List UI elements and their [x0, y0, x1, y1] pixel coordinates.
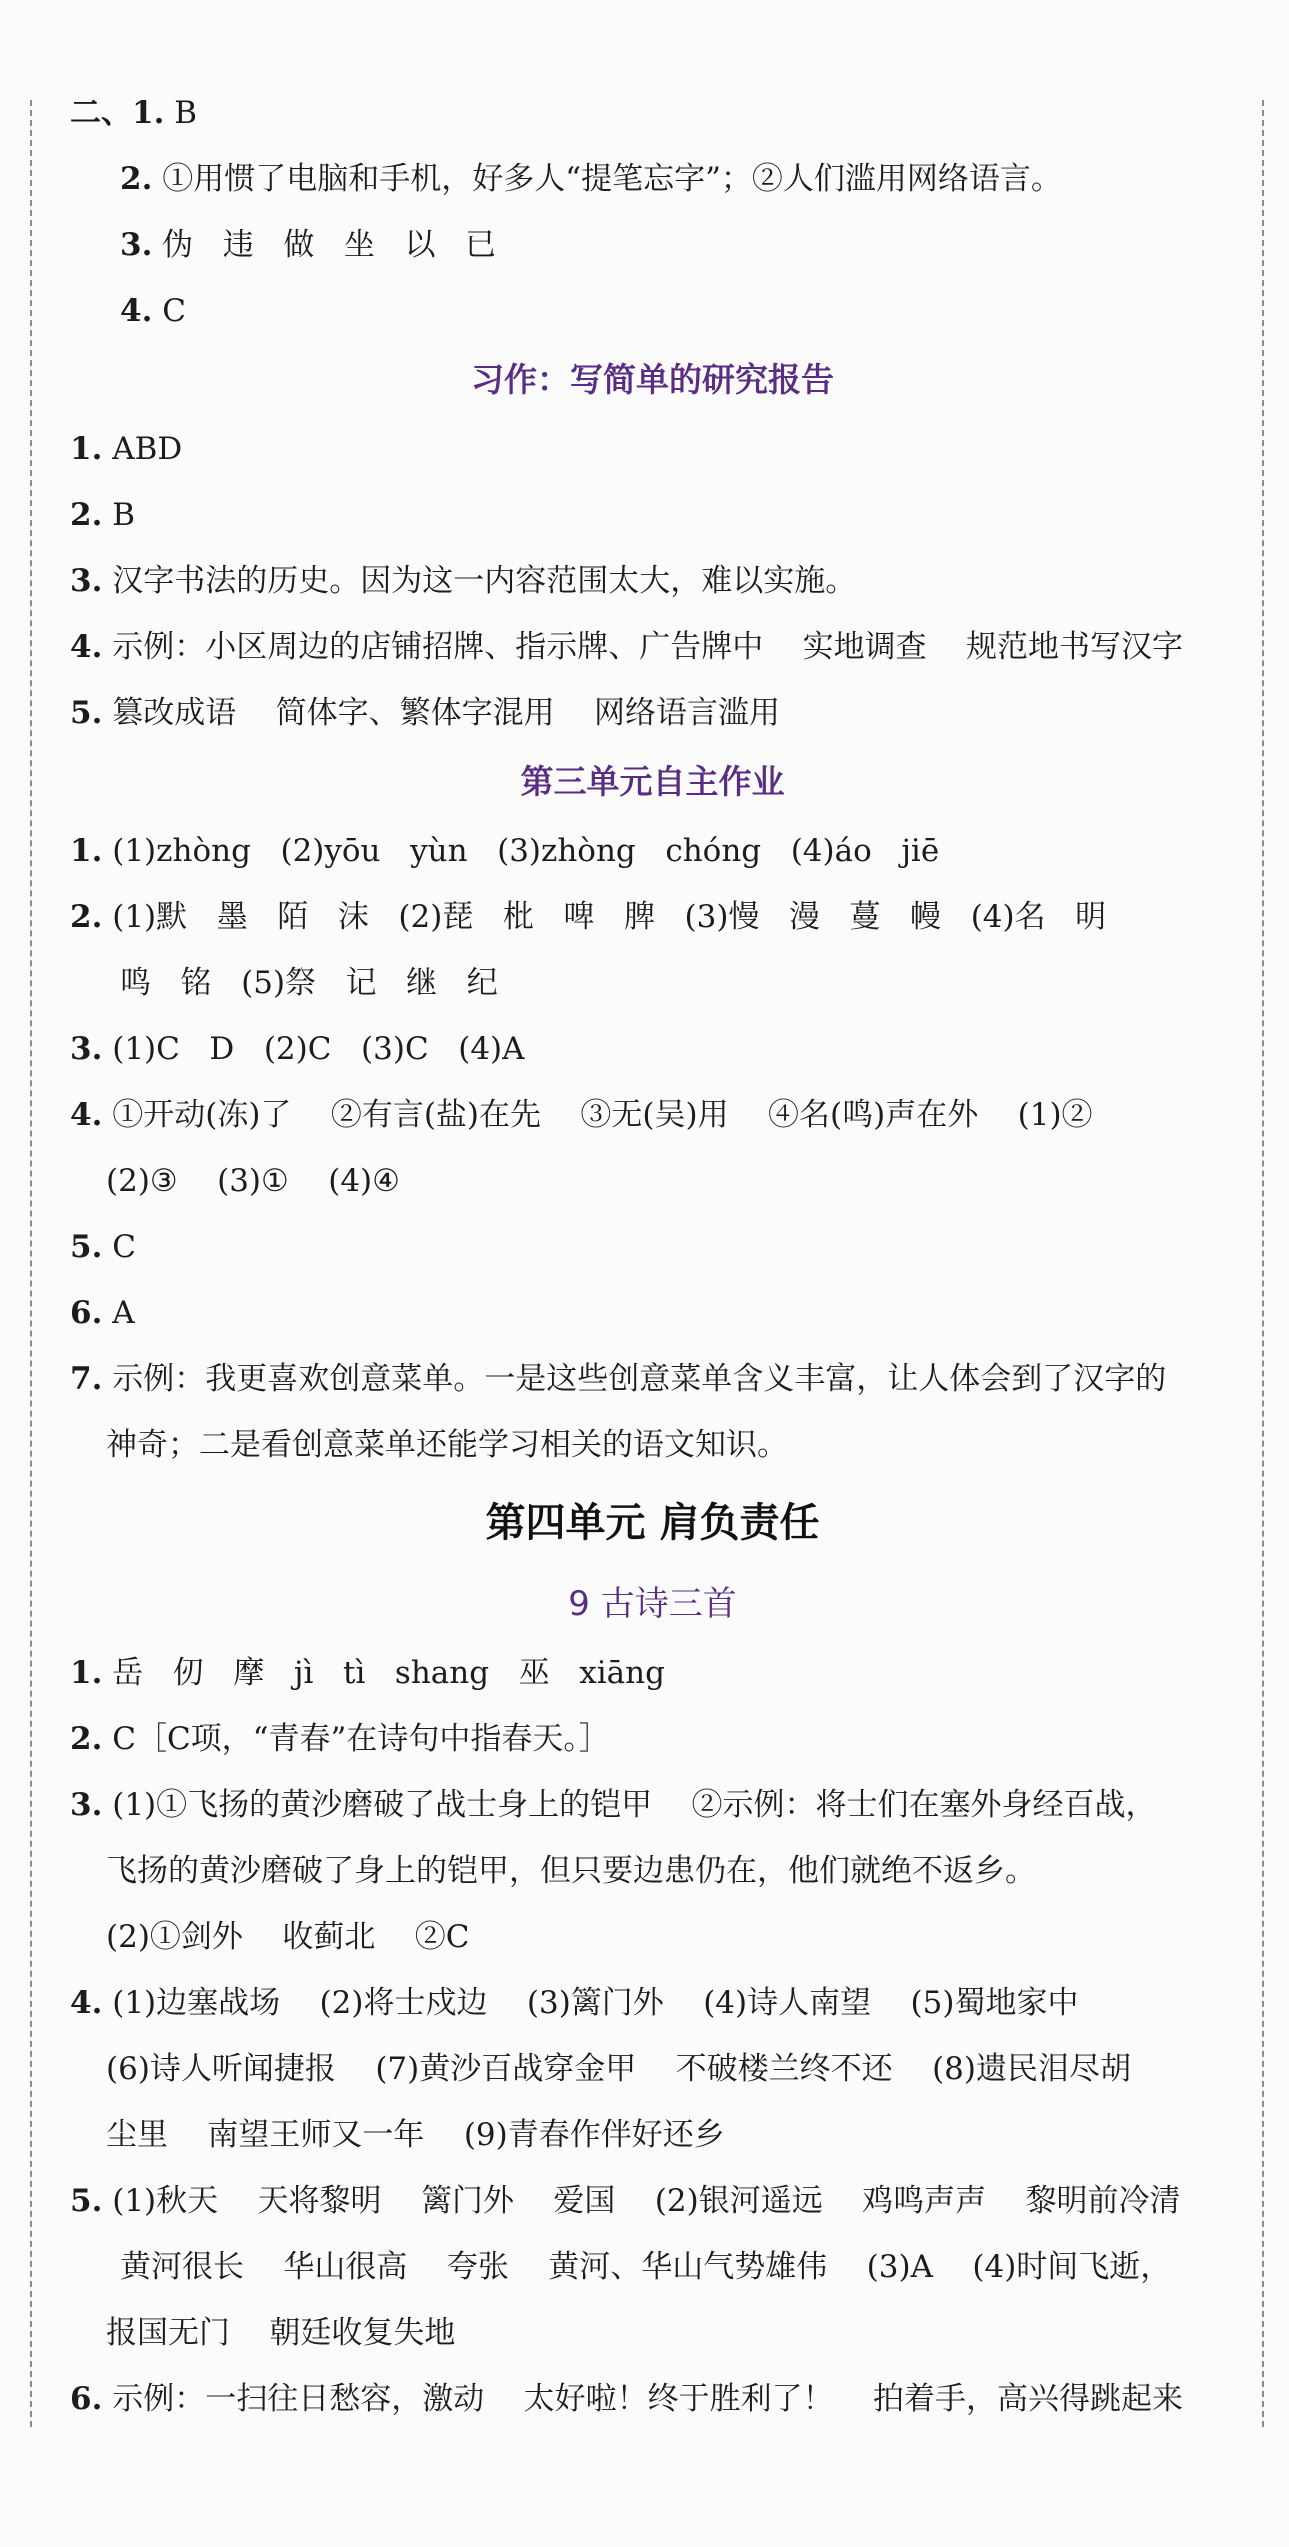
answer-line — [70, 1346, 1235, 1412]
answer-line — [70, 2036, 1235, 2102]
answer-text: (2)③ (3)① (4)④ — [106, 1163, 400, 1199]
answer-line — [70, 1016, 1235, 1082]
question-number: 5. — [70, 1229, 103, 1265]
answer-text: A — [102, 1295, 135, 1331]
answer-text: (1)C D (2)C (3)C (4)A — [102, 1031, 525, 1067]
left-dashed-margin — [30, 100, 32, 2427]
section-heading: 第三单元自主作业 — [520, 762, 785, 801]
answer-line — [70, 146, 1235, 212]
answer-line — [70, 1280, 1235, 1346]
answer-text: B — [102, 497, 136, 533]
question-number: 3. — [120, 227, 153, 263]
answer-text: C — [152, 293, 186, 329]
question-number: 2. — [70, 497, 103, 533]
answer-text: ①开动(冻)了 ②有言(盐)在先 ③无(吴)用 ④名(鸣)声在外 (1)② — [102, 1097, 1093, 1133]
answer-text: C［C项，“青春”在诗句中指春天。］ — [102, 1721, 610, 1757]
question-number: 4. — [70, 1985, 103, 2021]
answer-line — [70, 1640, 1235, 1706]
question-number: 4. — [120, 293, 153, 329]
question-number: 5. — [70, 2183, 103, 2219]
answer-text: (1)①飞扬的黄沙磨破了战士身上的铠甲 ②示例：将士们在塞外身经百战， — [102, 1787, 1157, 1823]
section-heading: 9 古诗三首 — [568, 1584, 737, 1624]
answer-text: (1)秋天 天将黎明 篱门外 爱国 (2)银河遥远 鸡鸣声声 黎明前冷清 — [102, 2183, 1181, 2219]
answer-line — [70, 1082, 1235, 1148]
question-number: 3. — [70, 563, 103, 599]
answer-text: 伪 违 做 坐 以 已 — [152, 227, 497, 263]
answer-line — [70, 548, 1235, 614]
answer-line — [70, 80, 1235, 146]
question-number: 1. — [70, 1655, 103, 1691]
right-dashed-margin — [1262, 100, 1264, 2427]
answer-page — [70, 80, 1235, 2432]
answer-line — [70, 1772, 1235, 1838]
answer-text: 示例：我更喜欢创意菜单。一是这些创意菜单含义丰富，让人体会到了汉字的 — [102, 1361, 1167, 1397]
question-number: 7. — [70, 1361, 103, 1397]
question-number: 1. — [70, 833, 103, 869]
answer-text: (1)边塞战场 (2)将士戍边 (3)篱门外 (4)诗人南望 (5)蜀地家中 — [102, 1985, 1079, 2021]
question-number: 6. — [70, 2381, 103, 2417]
answer-text: (1)默 墨 陌 沫 (2)琵 枇 啤 脾 (3)慢 漫 蔓 幔 (4)名 明 — [102, 899, 1107, 935]
answer-line — [70, 278, 1235, 344]
answer-text: 篡改成语 简体字、繁体字混用 网络语言滥用 — [102, 695, 781, 731]
answer-line — [70, 884, 1235, 950]
question-number: 2. — [120, 161, 153, 197]
answer-line — [70, 212, 1235, 278]
answer-text: (6)诗人听闻捷报 (7)黄沙百战穿金甲 不破楼兰终不还 (8)遗民泪尽胡 — [106, 2051, 1131, 2087]
answer-text: 示例：小区周边的店铺招牌、指示牌、广告牌中 实地调查 规范地书写汉字 — [102, 629, 1184, 665]
question-number: 2. — [70, 1721, 103, 1757]
answer-text: ABD — [102, 431, 183, 467]
answer-line — [70, 2300, 1235, 2366]
answer-line — [70, 2366, 1235, 2432]
answer-line — [70, 818, 1235, 884]
answer-text: B — [164, 95, 198, 131]
answer-line — [70, 1148, 1235, 1214]
answer-text: 尘里 南望王师又一年 (9)青春作伴好还乡 — [106, 2117, 725, 2153]
question-number: 6. — [70, 1295, 103, 1331]
answer-text: (2)①剑外 收蓟北 ②C — [106, 1919, 470, 1955]
answer-text: 黄河很长 华山很高 夸张 黄河、华山气势雄伟 (3)A (4)时间飞逝， — [120, 2249, 1172, 2285]
answer-line — [70, 1904, 1235, 1970]
section-heading: 习作：写简单的研究报告 — [471, 360, 834, 399]
answer-text: 汉字书法的历史。因为这一内容范围太大，难以实施。 — [102, 563, 857, 599]
question-number: 4. — [70, 1097, 103, 1133]
answer-line — [70, 1838, 1235, 1904]
answer-line — [70, 614, 1235, 680]
answer-text: 岳 仞 摩 jì tì shang 巫 xiāng — [102, 1655, 665, 1691]
question-number: 1. — [70, 431, 103, 467]
answer-line — [70, 680, 1235, 746]
answer-text: 鸣 铭 (5)祭 记 继 纪 — [120, 965, 498, 1001]
answer-text: 神奇；二是看创意菜单还能学习相关的语文知识。 — [106, 1427, 788, 1463]
answer-text: C — [102, 1229, 136, 1265]
question-number: 二、1. — [70, 95, 165, 131]
answer-line — [70, 2102, 1235, 2168]
question-number: 3. — [70, 1031, 103, 1067]
answer-line — [70, 1706, 1235, 1772]
answer-text: (1)zhòng (2)yōu yùn (3)zhòng chóng (4)áo jiē — [102, 833, 940, 869]
answer-line — [70, 2168, 1235, 2234]
answer-line — [70, 416, 1235, 482]
question-number: 3. — [70, 1787, 103, 1823]
question-number: 2. — [70, 899, 103, 935]
answer-text: 飞扬的黄沙磨破了身上的铠甲，但只要边患仍在，他们就绝不返乡。 — [106, 1853, 1036, 1889]
answer-line — [70, 2234, 1235, 2300]
answer-line — [70, 950, 1235, 1016]
answer-text: ①用惯了电脑和手机，好多人“提笔忘字”；②人们滥用网络语言。 — [152, 161, 1062, 197]
answer-line — [70, 482, 1235, 548]
answer-line — [70, 1412, 1235, 1478]
answer-line — [70, 1214, 1235, 1280]
section-heading: 第四单元 肩负责任 — [485, 1500, 820, 1546]
question-number: 4. — [70, 629, 103, 665]
answer-line — [70, 1970, 1235, 2036]
answer-text: 报国无门 朝廷收复失地 — [106, 2315, 456, 2351]
answer-text: 示例：一扫往日愁容，激动 太好啦！终于胜利了！ 拍着手，高兴得跳起来 — [102, 2381, 1184, 2417]
question-number: 5. — [70, 695, 103, 731]
